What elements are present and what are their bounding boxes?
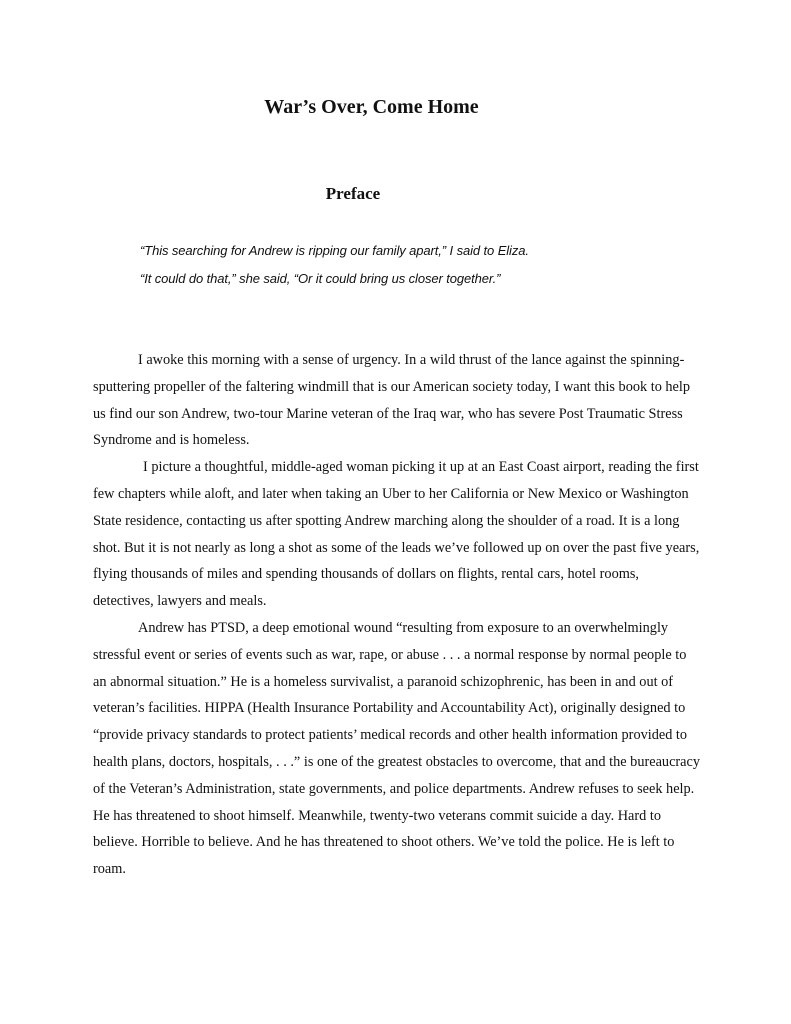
- document-title: War’s Over, Come Home: [264, 96, 479, 118]
- epigraph-line-1: “This searching for Andrew is ripping our family apart,” I said to Eliza.: [140, 243, 529, 258]
- epigraph-line-2: “It could do that,” she said, “Or it could bring us closer together.”: [140, 271, 501, 286]
- paragraph-1: I awoke this morning with a sense of urgency. In a wild thrust of the lance against the spinning-sputtering propeller of the faltering windmill that is our American society today, I want this book to help us find our son Andrew, two-tour Marine veteran of the Iraq war, who has severe Post Traumatic Stress Syndrome and is homeless.: [93, 352, 691, 449]
- section-heading: Preface: [325, 184, 381, 203]
- paragraph-3: Andrew has PTSD, a deep emotional wound “resulting from exposure to an overwhelmingly stressful event or series of events such as war, rape, or abuse . . . a normal response by normal people to an abnormal situation.” He is a homeless survivalist, a paranoid schizophrenic, has been in and out of veteran’s facilities. HIPPA (Health Insurance Portability and Accountability Act), originally designed to “provide privacy standards to protect patients’ medical records and other health information provided to health plans, doctors, hospitals, . . .” is one of the greatest obstacles to overcome, that and the bureaucracy of the Veteran’s Administration, state governments, and police departments. Andrew refuses to seek help. He has threatened to shoot himself. Meanwhile, twenty-two veterans commit suicide a day. Hard to believe. Horrible to believe. And he has threatened to shoot others. We’ve told the police. He is left to roam.: [93, 619, 701, 878]
- body-text: [93, 347, 701, 883]
- paragraph-2: I picture a thoughtful, middle-aged woman picking it up at an East Coast airport, reading the first few chapters while aloft, and later when taking an Uber to her California or New Mexico or Washington State residence, contacting us after spotting Andrew marching along the shoulder of a road. It is a long shot. But it is not nearly as long a shot as some of the leads we’ve followed up on over the past five years, flying thousands of miles and spending thousands of dollars on flights, rental cars, hotel rooms, detectives, lawyers and meals.: [93, 459, 700, 610]
